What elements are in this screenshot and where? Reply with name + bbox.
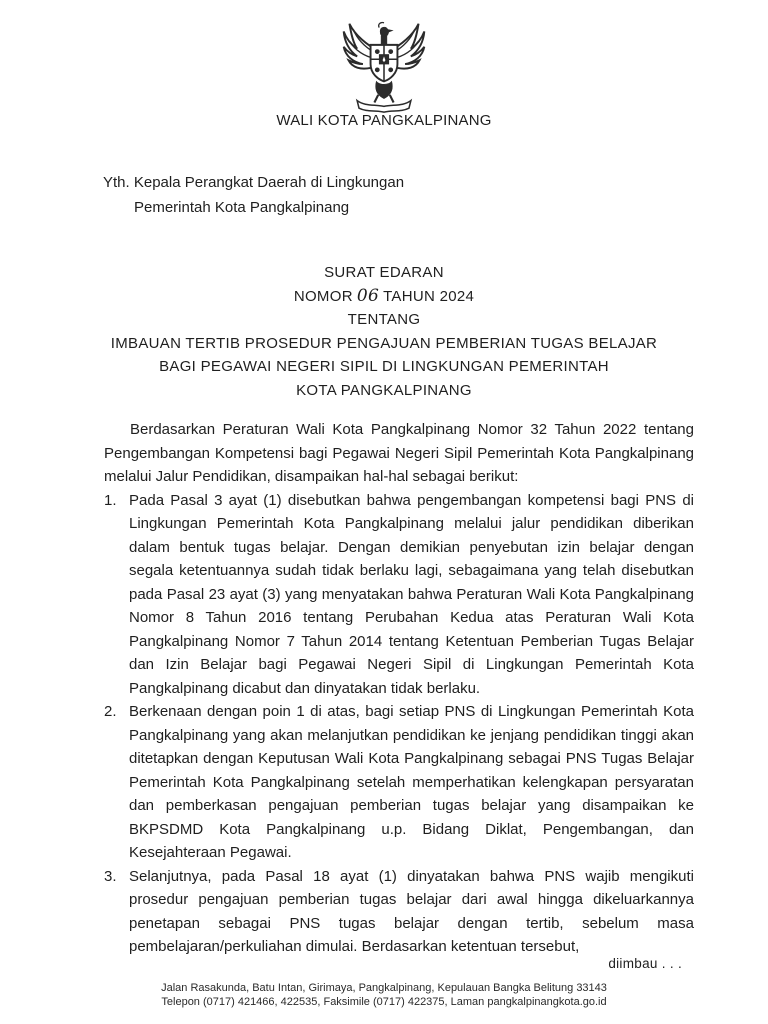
addressee-line: Yth. Kepala Perangkat Daerah di Lingkungan	[103, 174, 405, 191]
list-item-text: Berkenaan dengan poin 1 di atas, bagi setiap PNS di Lingkungan Pemerintah Kota Pangkalpinang yang akan melanjutkan pendidikan ke jenjang pendidikan tinggi akan ditetapkan dengan Keputusan Wali Kota Pangkalpinang sebagai PNS Tugas Belajar Pemerintah Kota Pangkalpinang setelah memperhatikan kelengkapan persyaratan dan pemberkasan pengajuan pemberian tugas belajar yang disampaikan ke BKPSDMD Kota Pangkalpinang u.p. Bidang Diklat, Pengembangan, dan Kesejahteraan Pegawai.	[129, 703, 694, 861]
nomor-handwritten-number: 06	[356, 285, 380, 306]
footer-contact: Telepon (0717) 421466, 422535, Faksimile (0717) 422375, Laman pangkalpinangkota.go.id	[161, 995, 607, 1008]
list-item	[104, 700, 694, 865]
list-item-number: 3.	[104, 867, 117, 885]
letterhead-footer	[0, 982, 768, 1009]
document-type: SURAT EDARAN	[324, 264, 444, 281]
issuer-title: WALI KOTA PANGKALPINANG	[276, 112, 492, 129]
addressee-block	[103, 170, 404, 220]
tentang-label: TENTANG	[347, 311, 421, 328]
list-item	[104, 865, 694, 959]
addressee-line: Pemerintah Kota Pangkalpinang	[134, 199, 350, 216]
letter-body	[104, 418, 694, 959]
nomor-prefix: NOMOR	[293, 287, 353, 305]
continuation-catchword: diimbau . . .	[608, 956, 682, 971]
numbered-list	[104, 489, 694, 959]
intro-paragraph: Berdasarkan Peraturan Wali Kota Pangkalpinang Nomor 32 Tahun 2022 tentang Pengembangan Kompetensi bagi Pegawai Negeri Sipil Pemerintah Kota Pangkalpinang melalui Jalur Pendidikan, disampaikan hal-hal sebagai berikut:	[104, 421, 694, 485]
garuda-emblem-icon	[336, 18, 432, 114]
list-item	[104, 489, 694, 701]
list-item-number: 1.	[104, 491, 117, 509]
list-item-number: 2.	[104, 703, 117, 720]
subject-line: KOTA PANGKALPINANG	[296, 381, 472, 399]
document-number	[0, 285, 768, 309]
list-item-text: Pada Pasal 3 ayat (1) disebutkan bahwa pengembangan kompetensi bagi PNS di Lingkungan Pemerintah Kota Pangkalpinang melalui jalur pendidikan diberikan dalam bentuk tugas belajar. Dengan demikian penyebutan izin belajar dengan segala ketentuannya sudah tidak berlaku lagi, sebagaimana yang telah disebutkan pada Pasal 23 ayat (3) yang menyatakan bahwa Peraturan Wali Kota Pangkalpinang Nomor 8 Tahun 2016 tentang Perubahan Kedua atas Peraturan Wali Kota Pangkalpinang Nomor 7 Tahun 2014 tentang Ketentuan Pemberian Tugas Belajar dan Izin Belajar bagi Pegawai Negeri Sipil di Lingkungan Pemerintah Kota Pangkalpinang dicabut dan dinyatakan tidak berlaku.	[129, 491, 694, 697]
document-heading	[0, 261, 768, 402]
subject-line: BAGI PEGAWAI NEGERI SIPIL DI LINGKUNGAN PEMERINTAH	[159, 358, 609, 375]
footer-address: Jalan Rasakunda, Batu Intan, Girimaya, Pangkalpinang, Kepulauan Bangka Belitung 33143	[161, 982, 607, 994]
nomor-suffix: TAHUN 2024	[383, 287, 475, 305]
list-item-text: Selanjutnya, pada Pasal 18 ayat (1) dinyatakan bahwa PNS wajib mengikuti prosedur pengajuan pemberian tugas belajar dari awal hingga dikeluarkannya penetapan sebagai PNS tugas belajar dengan tertib, sebelum masa pembelajaran/perkuliahan dimulai. Berdasarkan ketentuan tersebut,	[129, 867, 694, 955]
subject-line: IMBAUAN TERTIB PROSEDUR PENGAJUAN PEMBERIAN TUGAS BELAJAR	[110, 334, 658, 352]
